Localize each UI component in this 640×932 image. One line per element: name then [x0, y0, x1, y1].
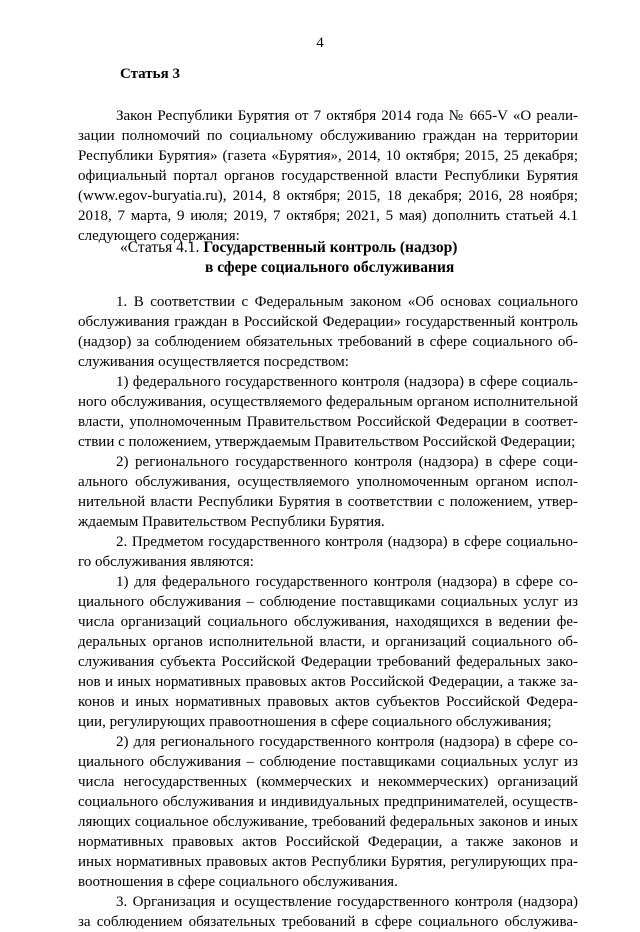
text-line: 2018, 7 марта, 9 июля; 2019, 7 октября; 2021, 5 мая) дополнить статьей 4.1	[78, 208, 578, 224]
text-line: нормативных правовых актов Российской Федерации, а также законов и	[78, 834, 578, 850]
text-line: ального обслуживания, осуществляемого уполномоченным органом испол-	[78, 474, 578, 490]
text-line: го обслуживания являются:	[78, 554, 254, 570]
text-line: ждаемым Правительством Республики Бурятия.	[78, 514, 385, 530]
text-line: иных нормативных правовых актов Республики Бурятия, регулирующих пра-	[78, 854, 578, 870]
text-line: числа организаций социального обслуживания, находящихся в ведении фе-	[78, 614, 578, 630]
text-line: 1) федерального государственного контроля (надзора) в сфере социаль-	[116, 374, 578, 390]
text-line: официальный портал органов государственной власти Республики Бурятия	[78, 168, 578, 184]
text-line: циального обслуживания – соблюдение поставщиками социальных услуг из	[78, 754, 578, 770]
new-article-prefix: «Статья 4.1.	[120, 239, 204, 256]
text-line: циального обслуживания – соблюдение поставщиками социальных услуг из	[78, 594, 578, 610]
text-line: нов и иных нормативных правовых актов Российской Федерации, а также за-	[78, 674, 578, 690]
text-line: конов и иных нормативных правовых актов субъектов Российской Федера-	[78, 694, 578, 710]
text-line: (надзор) за соблюдением обязательных требований в сфере социального об-	[78, 334, 578, 350]
text-line: власти, уполномоченным Правительством Российской Федерации в соответ-	[78, 414, 578, 430]
text-line: 3. Организация и осуществление государственного контроля (надзора)	[116, 894, 578, 910]
text-line: Закон Республики Бурятия от 7 октября 2014 года № 665-V «О реали-	[116, 108, 578, 124]
new-article-title	[120, 238, 457, 278]
text-line: воотношения в сфере социального обслуживания.	[78, 874, 398, 890]
article-body	[78, 292, 578, 932]
text-line: следующего содержания:	[78, 228, 240, 244]
text-line: ного обслуживания, осуществляемого федеральным органом исполнительной	[78, 394, 578, 410]
text-line: Республики Бурятия» (газета «Бурятия», 2014, 10 октября; 2015, 25 декабря;	[78, 148, 578, 164]
article-heading: Статья 3	[120, 66, 180, 82]
text-line: ции, регулирующих правоотношения в сфере социального обслуживания;	[78, 714, 552, 730]
intro-paragraph	[78, 106, 578, 246]
text-line: ляющих социальное обслуживание, требований федеральных законов и иных	[78, 814, 578, 830]
text-line: 1) для федерального государственного контроля (надзора) в сфере со-	[116, 574, 578, 590]
text-line: служивания осуществляется посредством:	[78, 354, 349, 370]
new-article-title-line2: в сфере социального обслуживания	[205, 259, 455, 276]
text-line: нительной власти Республики Бурятия в соответствии с положением, утвер-	[78, 494, 578, 510]
text-line: зации полномочий по социальному обслуживанию граждан на территории	[78, 128, 578, 144]
text-line: социального обслуживания и индивидуальных предпринимателей, осуществ-	[78, 794, 578, 810]
text-line: 1. В соответствии с Федеральным законом «Об основах социального	[116, 294, 578, 310]
text-line: обслуживания граждан в Российской Федерации» государственный контроль	[78, 314, 578, 330]
new-article-title-line1	[120, 238, 457, 258]
new-article-title-text: Государственный контроль (надзор)	[203, 239, 458, 256]
text-line: числа негосударственных (коммерческих и некоммерческих) организаций	[78, 774, 578, 790]
text-line: ствии с положением, утверждаемым Правительством Российской Федерации;	[78, 434, 576, 450]
text-line: деральных органов исполнительной власти, и организаций социального об-	[78, 634, 578, 650]
text-line: за соблюдением обязательных требований в сфере социального обслужива-	[78, 914, 578, 930]
text-line: 2) регионального государственного контроля (надзора) в сфере соци-	[116, 454, 578, 470]
page-number: 4	[316, 35, 324, 51]
text-line: 2. Предметом государственного контроля (надзора) в сфере социально-	[116, 534, 578, 550]
text-line: (www.egov-buryatia.ru), 2014, 8 октября; 2015, 18 декабря; 2016, 28 ноября;	[78, 188, 578, 204]
text-line: 2) для регионального государственного контроля (надзора) в сфере со-	[116, 734, 578, 750]
text-line: служивания субъекта Российской Федерации требований федеральных зако-	[78, 654, 578, 670]
